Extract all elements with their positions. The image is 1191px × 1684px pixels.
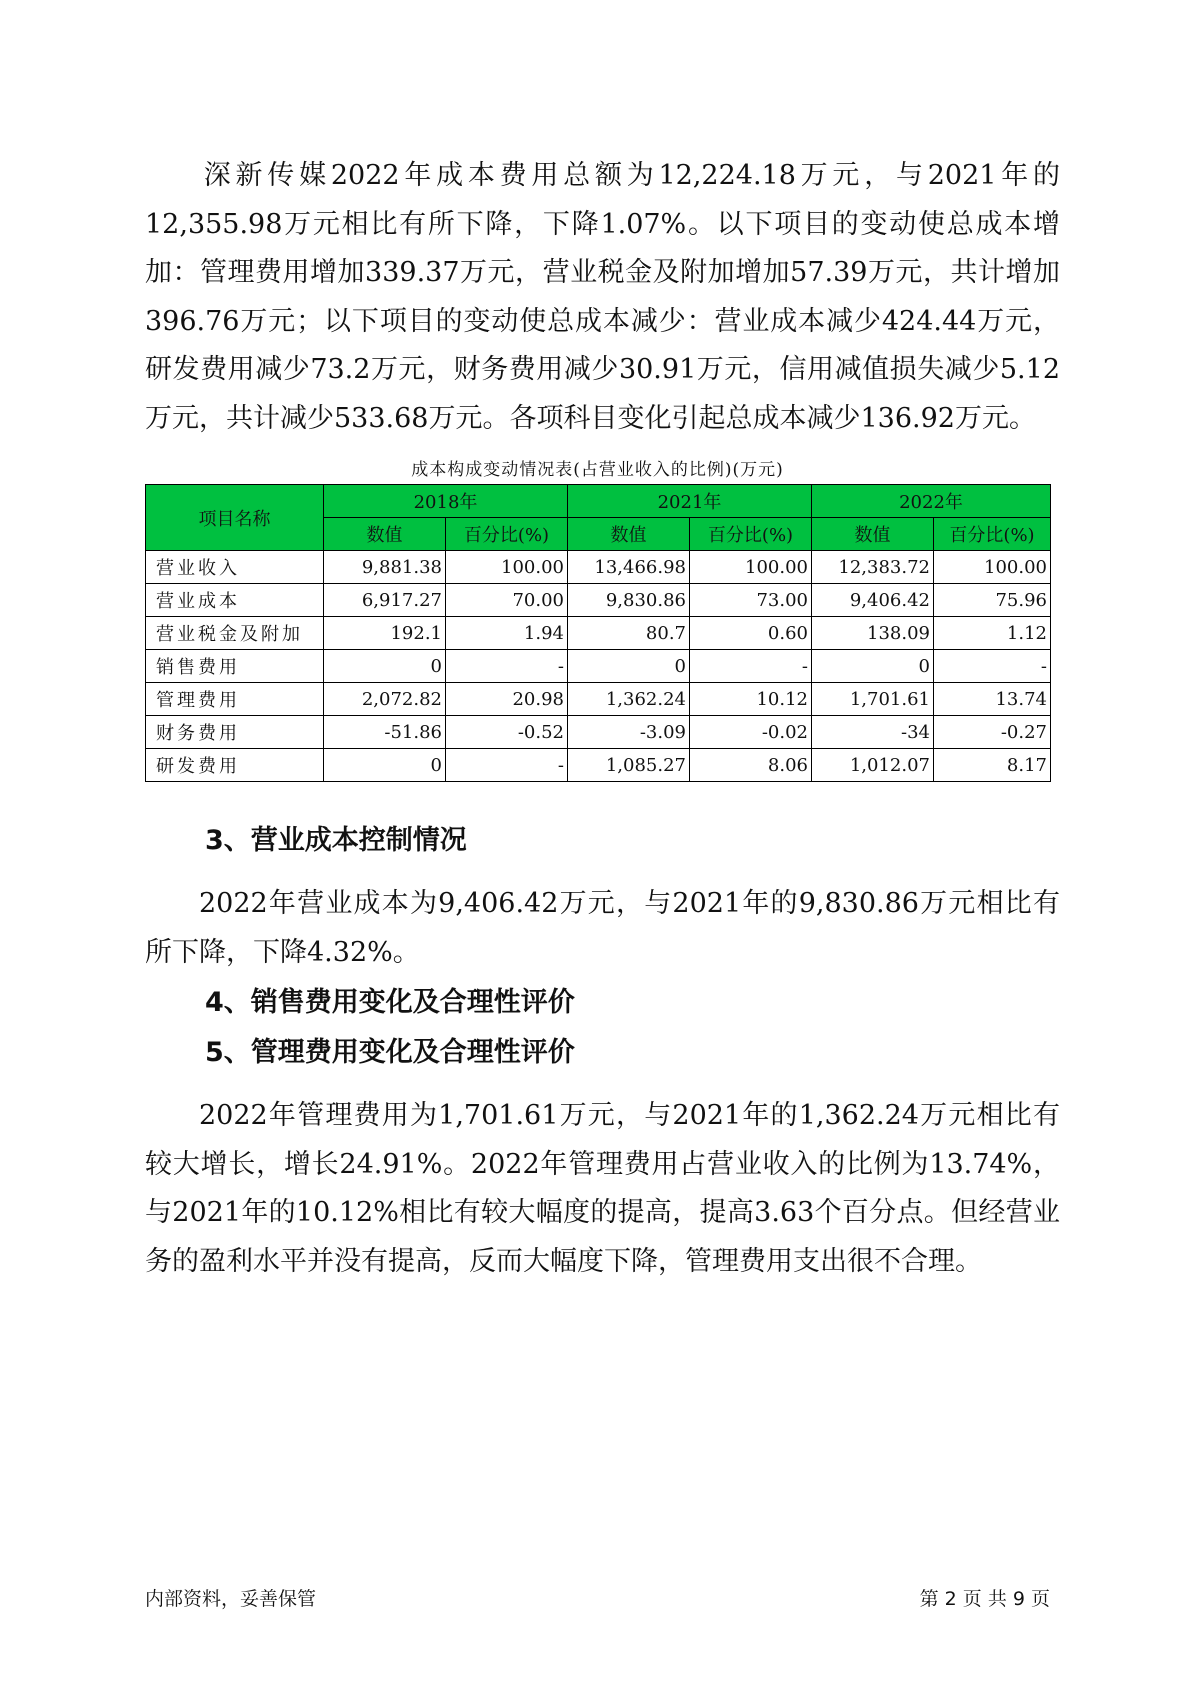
table-row: [146, 683, 1051, 716]
heading-admin-expense: 5、管理费用变化及合理性评价: [205, 1037, 575, 1068]
cell-value: 9,830.86: [568, 584, 690, 617]
footer-page-number: 第 2 页 共 9 页: [919, 1588, 1050, 1610]
cell-value: 80.7: [568, 617, 690, 650]
cell-percent: 75.96: [934, 584, 1051, 617]
row-item-name: 销售费用: [146, 650, 324, 683]
cell-value: 1,085.27: [568, 749, 690, 782]
cell-percent: 100.00: [446, 551, 568, 584]
table-row: [146, 716, 1051, 749]
cell-percent: -0.27: [934, 716, 1051, 749]
header-percent: 百分比(%): [690, 518, 812, 551]
paragraph-admin-expense: [145, 1092, 1060, 1286]
cell-percent: 10.12: [690, 683, 812, 716]
cell-percent: 100.00: [690, 551, 812, 584]
cell-percent: 8.17: [934, 749, 1051, 782]
cell-percent: -0.52: [446, 716, 568, 749]
row-item-name: 财务费用: [146, 716, 324, 749]
cell-percent: -: [446, 749, 568, 782]
header-item-name: 项目名称: [146, 485, 324, 551]
cell-value: 0: [324, 749, 446, 782]
paragraph-operating-cost: [145, 880, 1060, 977]
paragraph-cost-summary: [145, 152, 1060, 443]
header-year-2021: 2021年: [568, 485, 812, 518]
cell-value: 12,383.72: [812, 551, 934, 584]
row-item-name: 营业成本: [146, 584, 324, 617]
cell-value: 1,362.24: [568, 683, 690, 716]
table-row: [146, 584, 1051, 617]
header-year-2018: 2018年: [324, 485, 568, 518]
table-row: [146, 650, 1051, 683]
header-percent: 百分比(%): [934, 518, 1051, 551]
row-item-name: 营业收入: [146, 551, 324, 584]
table-body: [146, 551, 1051, 782]
paragraph-cost-summary-text: 深新传媒2022年成本费用总额为12,224.18万元，与2021年的12,355.98万元相比有所下降，下降1.07%。以下项目的变动使总成本增加：管理费用增加339.37万元，营业税金及附加增加57.39万元，共计增加396.76万元；以下项目的变动使总成本减少：营业成本减少424.44万元，研发费用减少73.2万元，财务费用减少30.91万元，信用减值损失减少5.12万元，共计减少533.68万元。各项科目变化引起总成本减少136.92万元。: [145, 160, 1060, 434]
header-percent: 百分比(%): [446, 518, 568, 551]
cell-value: 1,701.61: [812, 683, 934, 716]
heading-sales-expense: 4、销售费用变化及合理性评价: [205, 987, 575, 1018]
cell-value: 2,072.82: [324, 683, 446, 716]
footer-confidential-note: 内部资料，妥善保管: [145, 1588, 317, 1610]
cell-percent: 20.98: [446, 683, 568, 716]
table-row: [146, 551, 1051, 584]
cell-value: 9,881.38: [324, 551, 446, 584]
cell-percent: 13.74: [934, 683, 1051, 716]
cell-percent: 100.00: [934, 551, 1051, 584]
heading-operating-cost: 3、营业成本控制情况: [205, 825, 467, 856]
cell-percent: 1.12: [934, 617, 1051, 650]
paragraph-operating-cost-text: 2022年营业成本为9,406.42万元，与2021年的9,830.86万元相比有所下降，下降4.32%。: [145, 888, 1060, 968]
cell-percent: -: [690, 650, 812, 683]
cell-value: 9,406.42: [812, 584, 934, 617]
table-caption: 成本构成变动情况表(占营业收入的比例)(万元): [411, 460, 784, 480]
header-value: 数值: [324, 518, 446, 551]
cell-percent: 1.94: [446, 617, 568, 650]
header-value: 数值: [812, 518, 934, 551]
cell-percent: -0.02: [690, 716, 812, 749]
cell-percent: 0.60: [690, 617, 812, 650]
cell-percent: 8.06: [690, 749, 812, 782]
cell-percent: 73.00: [690, 584, 812, 617]
row-item-name: 营业税金及附加: [146, 617, 324, 650]
table-header-row-years: [146, 485, 1051, 518]
paragraph-admin-expense-text: 2022年管理费用为1,701.61万元，与2021年的1,362.24万元相比有较大增长，增长24.91%。2022年管理费用占营业收入的比例为13.74%，与2021年的10.12%相比有较大幅度的提高，提高3.63个百分点。但经营业务的盈利水平并没有提高，反而大幅度下降，管理费用支出很不合理。: [145, 1100, 1060, 1277]
row-item-name: 研发费用: [146, 749, 324, 782]
cell-value: 0: [568, 650, 690, 683]
cell-value: 0: [324, 650, 446, 683]
cost-structure-table: [145, 484, 1051, 782]
cell-percent: -: [446, 650, 568, 683]
row-item-name: 管理费用: [146, 683, 324, 716]
header-value: 数值: [568, 518, 690, 551]
cell-value: -34: [812, 716, 934, 749]
cell-percent: 70.00: [446, 584, 568, 617]
table-row: [146, 617, 1051, 650]
cell-value: 13,466.98: [568, 551, 690, 584]
cell-value: 138.09: [812, 617, 934, 650]
cell-value: -3.09: [568, 716, 690, 749]
cell-percent: -: [934, 650, 1051, 683]
table-row: [146, 749, 1051, 782]
cell-value: 1,012.07: [812, 749, 934, 782]
cell-value: 192.1: [324, 617, 446, 650]
cell-value: 0: [812, 650, 934, 683]
cell-value: 6,917.27: [324, 584, 446, 617]
header-year-2022: 2022年: [812, 485, 1051, 518]
cell-value: -51.86: [324, 716, 446, 749]
